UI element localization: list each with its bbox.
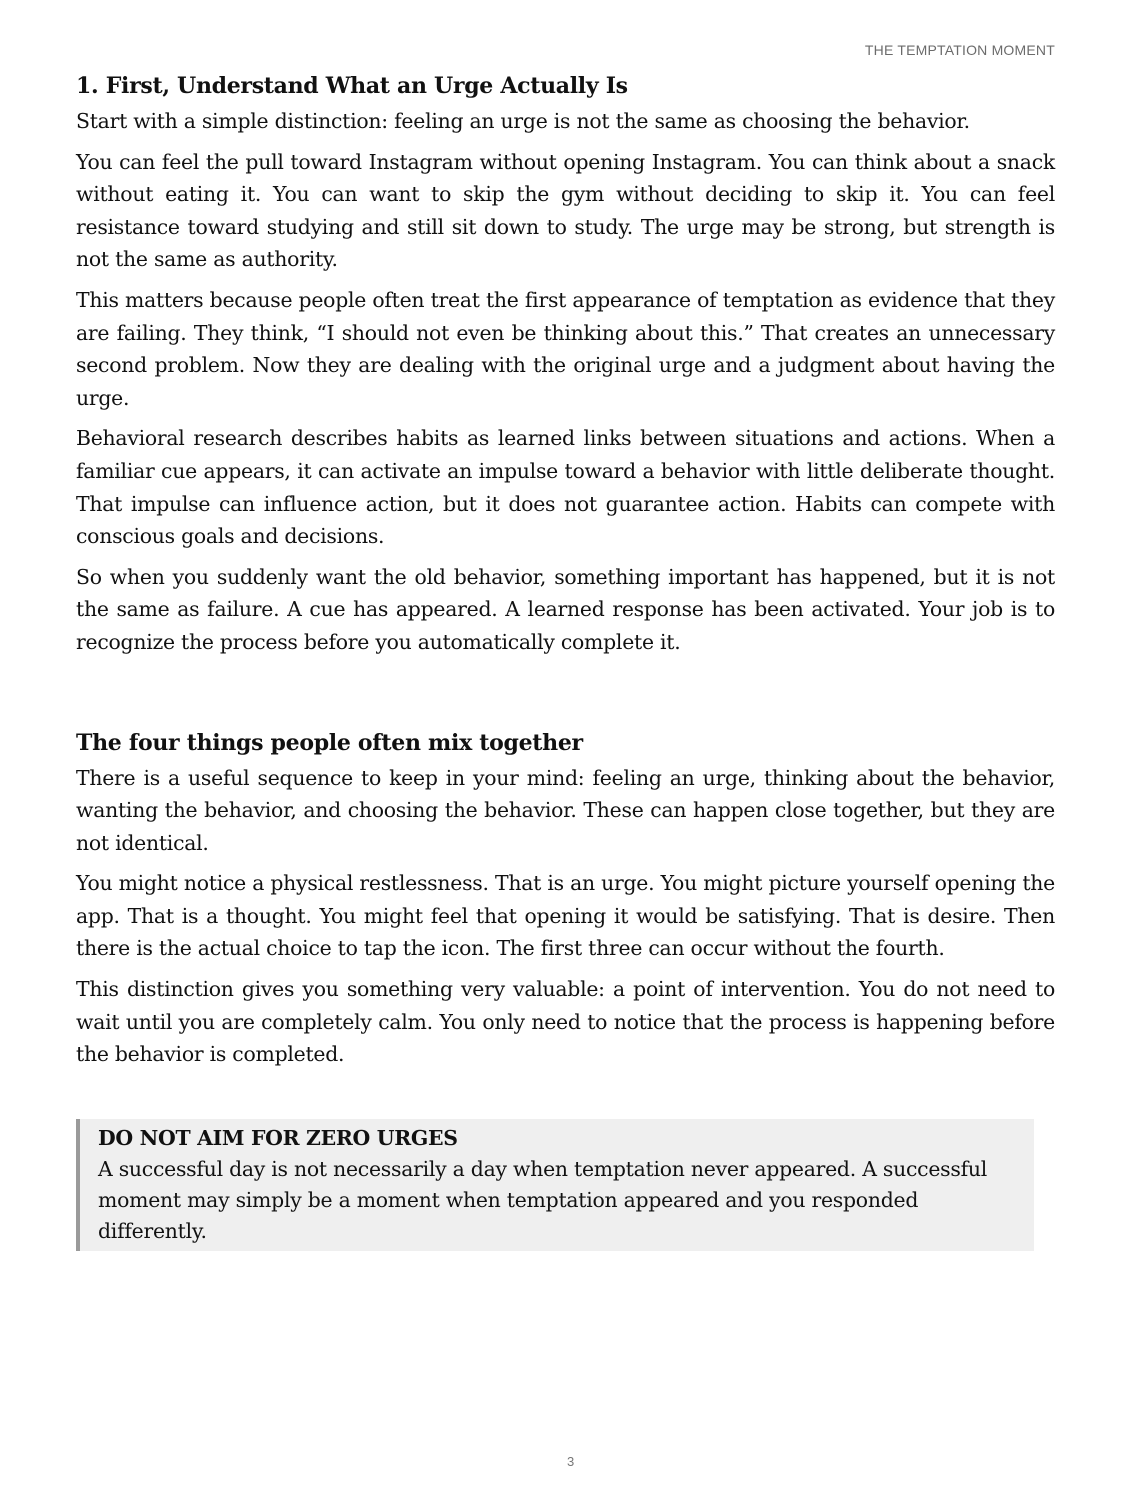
callout-box: [76, 1119, 1034, 1251]
body-paragraph: So when you suddenly want the old behavior, something important has happened, but it is not the same as failure. A cue has appeared. A learned response has been activated. Your job is to recognize the process before you automatically complete it.: [76, 564, 1055, 654]
page-content: [76, 70, 1055, 1251]
section-heading-four-things: The four things people often mix together: [76, 729, 583, 756]
body-paragraph: You might notice a physical restlessness. That is an urge. You might picture yourself opening the app. That is a thought. You might feel that opening it would be satisfying. That is desire. Then there is the actual choice to tap the icon. The first three can occur without the fourth.: [76, 871, 1055, 961]
body-paragraph: Behavioral research describes habits as learned links between situations and actions. When a familiar cue appears, it can activate an impulse toward a behavior with little deliberate thought. That impulse can influence action, but it does not guarantee action. Habits can compete with conscious goals and decisions.: [76, 426, 1055, 549]
section-heading-urge: 1. First, Understand What an Urge Actually Is: [76, 73, 628, 99]
body-paragraph: This distinction gives you something very valuable: a point of intervention. You do not need to wait until you are completely calm. You only need to notice that the process is happening before the behavior is completed.: [76, 977, 1055, 1067]
body-paragraph: You can feel the pull toward Instagram without opening Instagram. You can think about a snack without eating it. You can want to skip the gym without deciding to skip it. You can feel resistance toward studying and still sit down to study. The urge may be strong, but strength is not the same as authority.: [76, 149, 1055, 272]
page-number: 3: [567, 1454, 574, 1469]
body-paragraph: This matters because people often treat the first appearance of temptation as evidence that they are failing. They think, “I should not even be thinking about this.” That creates an unnecessary second problem. Now they are dealing with the original urge and a judgment about having the urge.: [76, 287, 1055, 410]
callout-title: DO NOT AIM FOR ZERO URGES: [98, 1125, 458, 1150]
body-paragraph: There is a useful sequence to keep in your mind: feeling an urge, thinking about the behavior, wanting the behavior, and choosing the behavior. These can happen close together, but they are not identical.: [76, 765, 1055, 855]
callout-body: A successful day is not necessarily a day when temptation never appeared. A successful moment may simply be a moment when temptation appeared and you responded differently.: [98, 1156, 988, 1243]
running-header: THE TEMPTATION MOMENT: [864, 42, 1055, 58]
body-paragraph: Start with a simple distinction: feeling an urge is not the same as choosing the behavior.: [76, 109, 970, 133]
